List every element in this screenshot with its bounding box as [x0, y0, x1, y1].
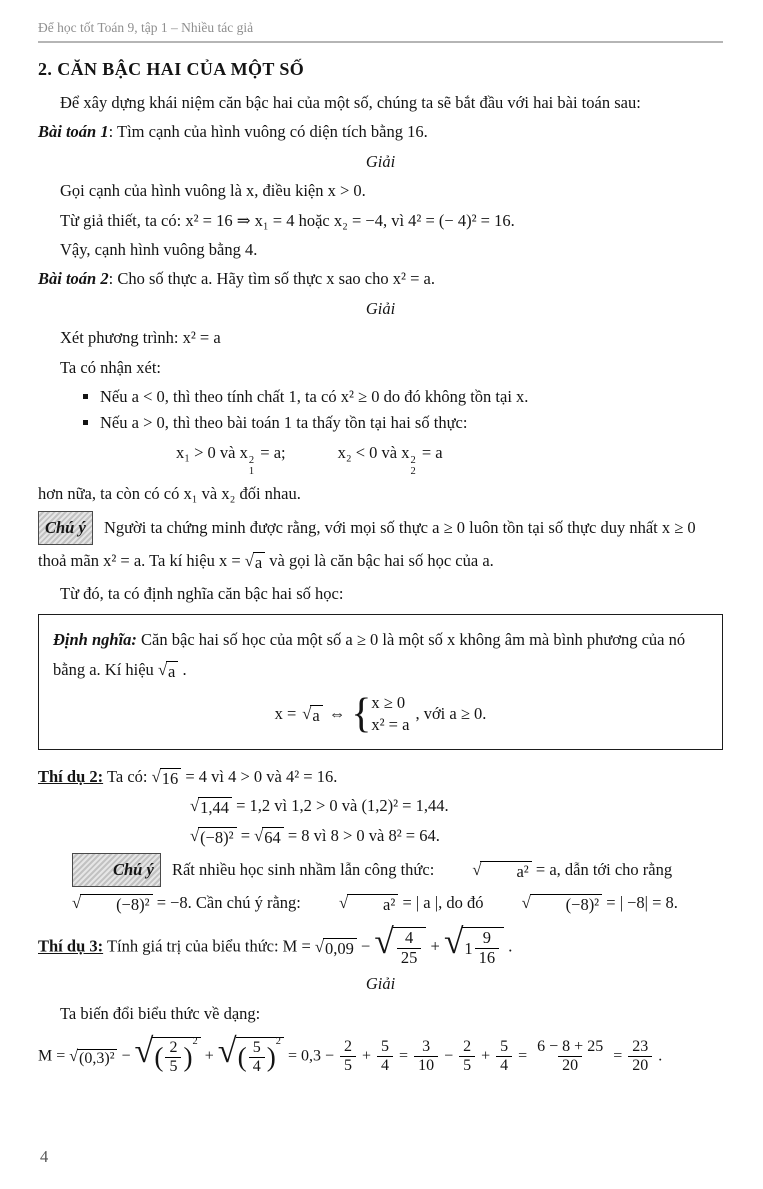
- example3-lead: Ta biến đổi biểu thức về dạng:: [60, 1003, 261, 1023]
- tudo-line: Từ đó, ta có định nghĩa căn bậc hai số học:: [60, 584, 344, 604]
- problem1-line2: Từ giả thiết, ta có: x² = 16 ⇒ x₁ = 4 hoặc x₂ = −4, vì 4² = (− 4)² = 16.: [60, 210, 515, 230]
- section-heading: 2. CĂN BẬC HAI CỦA MỘT SỐ: [38, 59, 305, 79]
- formula-lhs: x =: [274, 704, 297, 724]
- numerator: 5: [252, 1038, 261, 1056]
- radicand: 64: [262, 827, 284, 846]
- radicand: 0,09: [323, 938, 357, 957]
- radical-sign-icon: √: [72, 893, 82, 913]
- denominator: 5: [340, 1056, 356, 1075]
- sub-2: 2: [410, 465, 416, 477]
- denominator: 16: [475, 948, 500, 968]
- open-paren: (: [237, 1042, 247, 1072]
- sqrt-neg8-squared: [38, 894, 153, 913]
- formula-m: M =: [38, 1047, 70, 1065]
- solution2-tail: = a: [417, 442, 443, 462]
- sqrt-16: [152, 768, 182, 787]
- problem2-line3: hơn nữa, ta còn có có x₁ và x₂ đối nhau.: [38, 483, 301, 503]
- final-formula: [38, 1031, 723, 1077]
- example3-label: Thí dụ 3:: [38, 936, 104, 956]
- denominator: 25: [397, 948, 422, 968]
- radical-sign-icon: √: [521, 893, 531, 913]
- radicand: (−8)²: [198, 827, 237, 846]
- running-header-text: Để học tốt Toán 9, tập 1 – Nhiều tác giả: [38, 20, 254, 35]
- numerator: 9: [482, 928, 492, 948]
- giai-heading-1: Giải: [365, 151, 396, 171]
- note2-text-4: = | a |, do đó: [398, 893, 488, 913]
- denominator: 10: [414, 1056, 438, 1075]
- radicand: [236, 1037, 284, 1077]
- radicand: a: [166, 661, 178, 680]
- radical-sign-icon: √: [69, 1047, 79, 1065]
- example2-line1: [38, 764, 723, 790]
- radical-sign-icon: √: [151, 766, 161, 786]
- radical-sign-icon: √: [190, 796, 200, 816]
- equals-step-3: =: [514, 1047, 532, 1065]
- definition-formula: [53, 692, 708, 737]
- radical-sign-icon: √: [374, 921, 394, 962]
- exponent: 2: [192, 1035, 198, 1047]
- fraction: [628, 1038, 652, 1076]
- plus-operator: +: [358, 1047, 376, 1065]
- radical-sign-icon: √: [157, 659, 167, 679]
- example3-text-2: .: [504, 936, 513, 956]
- minus-operator: −: [117, 1047, 135, 1065]
- definition-label: Định nghĩa:: [53, 629, 137, 649]
- fraction: [475, 929, 500, 968]
- numerator: 6 − 8 + 25: [537, 1037, 604, 1055]
- note-label: Chú ý: [72, 853, 161, 887]
- sqrt-64: [254, 827, 284, 846]
- denominator: 20: [558, 1056, 582, 1075]
- sqrt-a: [302, 705, 322, 724]
- radical-sign-icon: √: [217, 1031, 237, 1070]
- fraction: [459, 1038, 475, 1076]
- problem1-line1: Gọi cạnh của hình vuông là x, điều kiện x > 0.: [60, 181, 366, 201]
- fraction: [165, 1039, 181, 1077]
- sqrt-frac-2-5-squared: [134, 1031, 201, 1077]
- iff-symbol: ⇔: [328, 704, 346, 724]
- running-header: [38, 20, 723, 43]
- radicand: a²: [480, 861, 531, 880]
- note1-text-1: Người ta chứng minh được rằng, với mọi số thực a ≥ 0 luôn tồn tại số thực duy nhất x ≥ 0 thoả mãn x² = a. Ta kí hiệu x =: [38, 518, 696, 571]
- denominator: 20: [628, 1056, 652, 1075]
- formula-tail: , với a ≥ 0.: [415, 704, 487, 724]
- radicand: 16: [160, 768, 182, 787]
- numerator: 5: [381, 1037, 390, 1055]
- equals-step-2: =: [395, 1047, 413, 1065]
- remarks-list: [38, 384, 723, 437]
- open-paren: (: [154, 1042, 164, 1072]
- denominator: 5: [459, 1056, 475, 1075]
- minus-operator: −: [356, 936, 375, 956]
- condition-1: x ≥ 0: [371, 693, 406, 713]
- example2-line2: [38, 793, 723, 819]
- definition-box: [38, 614, 723, 750]
- radicand: a: [253, 552, 265, 571]
- definition-paragraph: [53, 625, 708, 684]
- note1-text-2: và gọi là căn bậc hai số học của a.: [265, 551, 494, 571]
- note2-text-1: Rất nhiều học sinh nhầm lẫn công thức:: [167, 859, 439, 879]
- whole-part: 1: [464, 939, 473, 959]
- numerator: 3: [422, 1037, 431, 1055]
- numerator: 23: [632, 1037, 649, 1055]
- problem2-line1: Xét phương trình: x² = a: [60, 328, 221, 348]
- denominator: 5: [165, 1057, 181, 1076]
- fraction: [249, 1039, 265, 1077]
- problem2-statement: [38, 266, 723, 292]
- sub-1: 1: [248, 465, 255, 477]
- problem1-text: : Tìm cạnh của hình vuông có diện tích bằng 16.: [108, 122, 428, 142]
- note2-text-2: = a, dẫn tới cho rằng: [531, 859, 673, 879]
- definition-text-1: Căn bậc hai số học của một số a ≥ 0 là một số x không âm mà bình phương của nó bằng a. Kí hiệu: [53, 629, 686, 679]
- note2-text-3: = −8. Cần chú ý rằng:: [152, 893, 305, 913]
- radicand: a: [310, 705, 322, 724]
- radicand: [152, 1037, 200, 1077]
- problem1-line3: Vậy, cạnh hình vuông bằng 4.: [60, 239, 258, 259]
- sqrt-0-09: [315, 938, 357, 957]
- sqrt-neg8-squared: [488, 894, 603, 913]
- note-1: [38, 511, 723, 577]
- conditions: [371, 692, 409, 737]
- note-2: [38, 853, 723, 919]
- sqrt-1-44: [190, 797, 232, 816]
- radicand: (−8)²: [530, 894, 603, 913]
- radical-sign-icon: √: [472, 859, 482, 879]
- page-number: 4: [40, 1147, 49, 1166]
- plus-operator: +: [426, 936, 444, 956]
- remark-1-text: Nếu a < 0, thì theo tính chất 1, ta có x² ≥ 0 do đó không tồn tại x.: [100, 386, 529, 406]
- final-period: .: [654, 1047, 663, 1065]
- equals-step-4: =: [609, 1047, 627, 1065]
- radical-sign-icon: √: [338, 893, 349, 913]
- problem1-label: Bài toán 1: [38, 122, 109, 142]
- intro-paragraph: [38, 90, 723, 116]
- minus-operator: −: [440, 1047, 458, 1065]
- solutions-line: [38, 440, 723, 477]
- fraction: [533, 1038, 607, 1076]
- fraction: [496, 1038, 512, 1076]
- close-paren: ): [183, 1042, 193, 1072]
- solution1-text: x₁ > 0 và x: [176, 442, 248, 462]
- solution2-text: x₂ < 0 và x: [337, 442, 410, 462]
- giai-heading-3: Giải: [365, 974, 396, 994]
- example2-text-5: = 8 vì 8 > 0 và 8² = 64.: [283, 825, 440, 845]
- radical-sign-icon: √: [302, 703, 312, 723]
- example2-line3: [38, 823, 723, 849]
- denominator: 4: [377, 1056, 393, 1075]
- sqrt-frac-4-25: [374, 921, 426, 968]
- condition-system: [351, 692, 409, 737]
- sqrt-a-squared: [438, 861, 531, 880]
- remark-2-text: Nếu a > 0, thì theo bài toán 1 ta thấy tồn tại hai số thực:: [100, 413, 468, 433]
- plus-operator: +: [200, 1047, 218, 1065]
- remark-item-1: [100, 384, 723, 410]
- intro-text: Để xây dựng khái niệm căn bậc hai của một số, chúng ta sẽ bắt đầu với hai bài toán sau:: [60, 93, 641, 112]
- numerator: 5: [500, 1037, 509, 1055]
- left-brace-icon: {: [351, 690, 372, 737]
- fraction: [377, 1038, 393, 1076]
- sqrt-0-3-squared: [69, 1049, 117, 1068]
- remark-item-2: [100, 410, 723, 436]
- numerator: 2: [463, 1037, 472, 1055]
- sqrt-mixed-1-9-16: [443, 921, 504, 968]
- sqrt-a-squared: [305, 894, 398, 913]
- sup-2: 2: [248, 454, 255, 466]
- definition-text-2: .: [178, 659, 187, 679]
- note2-text-5: = | −8| = 8.: [602, 893, 678, 913]
- sqrt-a: [158, 661, 178, 680]
- sub-sup-x2: [411, 455, 416, 477]
- radical-sign-icon: √: [244, 551, 254, 571]
- radicand: 1,44: [198, 797, 232, 816]
- plus-operator: +: [477, 1047, 495, 1065]
- sub-sup-x1: [249, 455, 254, 477]
- example2-text-2: = 4 vì 4 > 0 và 4² = 16.: [181, 766, 338, 786]
- condition-2: x² = a: [371, 715, 410, 735]
- example2-label: Thí dụ 2:: [38, 766, 104, 786]
- note-label: Chú ý: [38, 511, 93, 545]
- radical-sign-icon: √: [443, 921, 464, 962]
- close-paren: ): [266, 1042, 276, 1072]
- fraction: [414, 1038, 438, 1076]
- example2-text-4: =: [236, 825, 255, 845]
- example3-statement: [38, 921, 723, 968]
- radicand: a²: [347, 894, 398, 913]
- example2-text-1: Ta có:: [103, 766, 152, 786]
- radical-sign-icon: √: [190, 825, 200, 845]
- radicand: [462, 927, 504, 968]
- radical-sign-icon: √: [134, 1031, 154, 1070]
- solution1-tail: = a;: [256, 442, 286, 462]
- radicand: (0,3)²: [77, 1049, 117, 1068]
- example2-text-3: = 1,2 vì 1,2 > 0 và (1,2)² = 1,44.: [231, 796, 449, 816]
- sup-2: 2: [410, 454, 416, 466]
- fraction: [397, 929, 422, 968]
- fraction: [340, 1038, 356, 1076]
- radicand: (−8)²: [80, 894, 153, 913]
- giai-heading-2: Giải: [365, 298, 396, 318]
- exponent: 2: [275, 1035, 281, 1047]
- problem2-line2: Ta có nhận xét:: [60, 357, 162, 377]
- problem2-label: Bài toán 2: [38, 269, 109, 289]
- example3-text-1: Tính giá trị của biểu thức: M =: [103, 936, 315, 956]
- numerator: 2: [344, 1037, 352, 1055]
- sqrt-a: [245, 552, 265, 571]
- equals-step-1: = 0,3 −: [283, 1047, 338, 1065]
- sqrt-frac-5-4-squared: [217, 1031, 284, 1077]
- denominator: 4: [249, 1057, 265, 1076]
- numerator: 4: [405, 928, 414, 948]
- problem1-statement: [38, 119, 723, 145]
- sqrt-neg8-squared: [190, 827, 237, 846]
- denominator: 4: [496, 1056, 512, 1075]
- numerator: 2: [169, 1038, 178, 1056]
- radicand: [393, 927, 427, 968]
- problem2-text: : Cho số thực a. Hãy tìm số thực x sao cho x² = a.: [108, 269, 435, 289]
- radical-sign-icon: √: [314, 936, 324, 956]
- radical-sign-icon: √: [254, 825, 264, 845]
